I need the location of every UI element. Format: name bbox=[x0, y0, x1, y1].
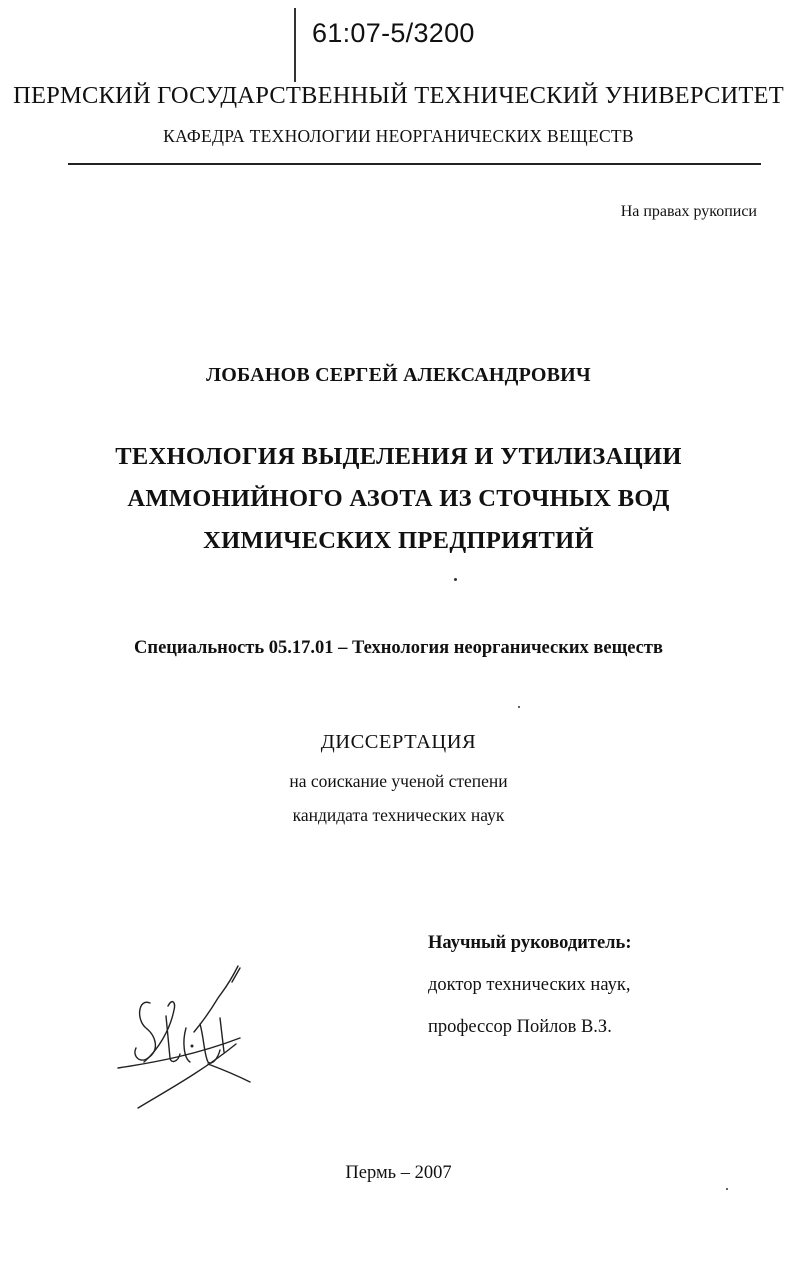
stamp-vertical-line bbox=[294, 8, 296, 82]
archive-code: 61:07-5/3200 bbox=[312, 18, 475, 48]
rights-note: На правах рукописи bbox=[620, 203, 757, 220]
supervisor-block bbox=[428, 930, 768, 1040]
title-line-1: ТЕХНОЛОГИЯ ВЫДЕЛЕНИЯ И УТИЛИЗАЦИИ bbox=[115, 443, 682, 470]
degree-line-1: на соискание ученой степени bbox=[289, 771, 508, 791]
degree-line-2: кандидата технических наук bbox=[292, 805, 505, 825]
supervisor-name: профессор Пойлов В.З. bbox=[428, 1017, 612, 1037]
speck-mark bbox=[726, 1188, 728, 1190]
university-name: ПЕРМСКИЙ ГОСУДАРСТВЕННЫЙ ТЕХНИЧЕСКИЙ УНИВЕРСИТЕТ bbox=[13, 82, 784, 109]
supervisor-label: Научный руководитель: bbox=[428, 933, 632, 953]
author-name: ЛОБАНОВ СЕРГЕЙ АЛЕКСАНДРОВИЧ bbox=[206, 364, 591, 386]
speck-mark bbox=[518, 706, 520, 708]
title-line-3: ХИМИЧЕСКИХ ПРЕДПРИЯТИЙ bbox=[203, 527, 594, 554]
title-line-2: АММОНИЙНОГО АЗОТА ИЗ СТОЧНЫХ ВОД bbox=[127, 485, 670, 512]
header-divider bbox=[68, 163, 761, 165]
handwritten-signature bbox=[108, 958, 258, 1118]
speck-mark bbox=[454, 578, 457, 581]
department-name: КАФЕДРА ТЕХНОЛОГИИ НЕОРГАНИЧЕСКИХ ВЕЩЕСТВ bbox=[163, 126, 634, 146]
speciality-line: Специальность 05.17.01 – Технология неорганических веществ bbox=[134, 638, 663, 658]
dissertation-type: ДИССЕРТАЦИЯ bbox=[320, 731, 477, 753]
dissertation-title bbox=[0, 436, 797, 562]
supervisor-degree: доктор технических наук, bbox=[428, 975, 631, 995]
place-and-year: Пермь – 2007 bbox=[345, 1163, 452, 1183]
signature-dot bbox=[191, 1045, 194, 1048]
